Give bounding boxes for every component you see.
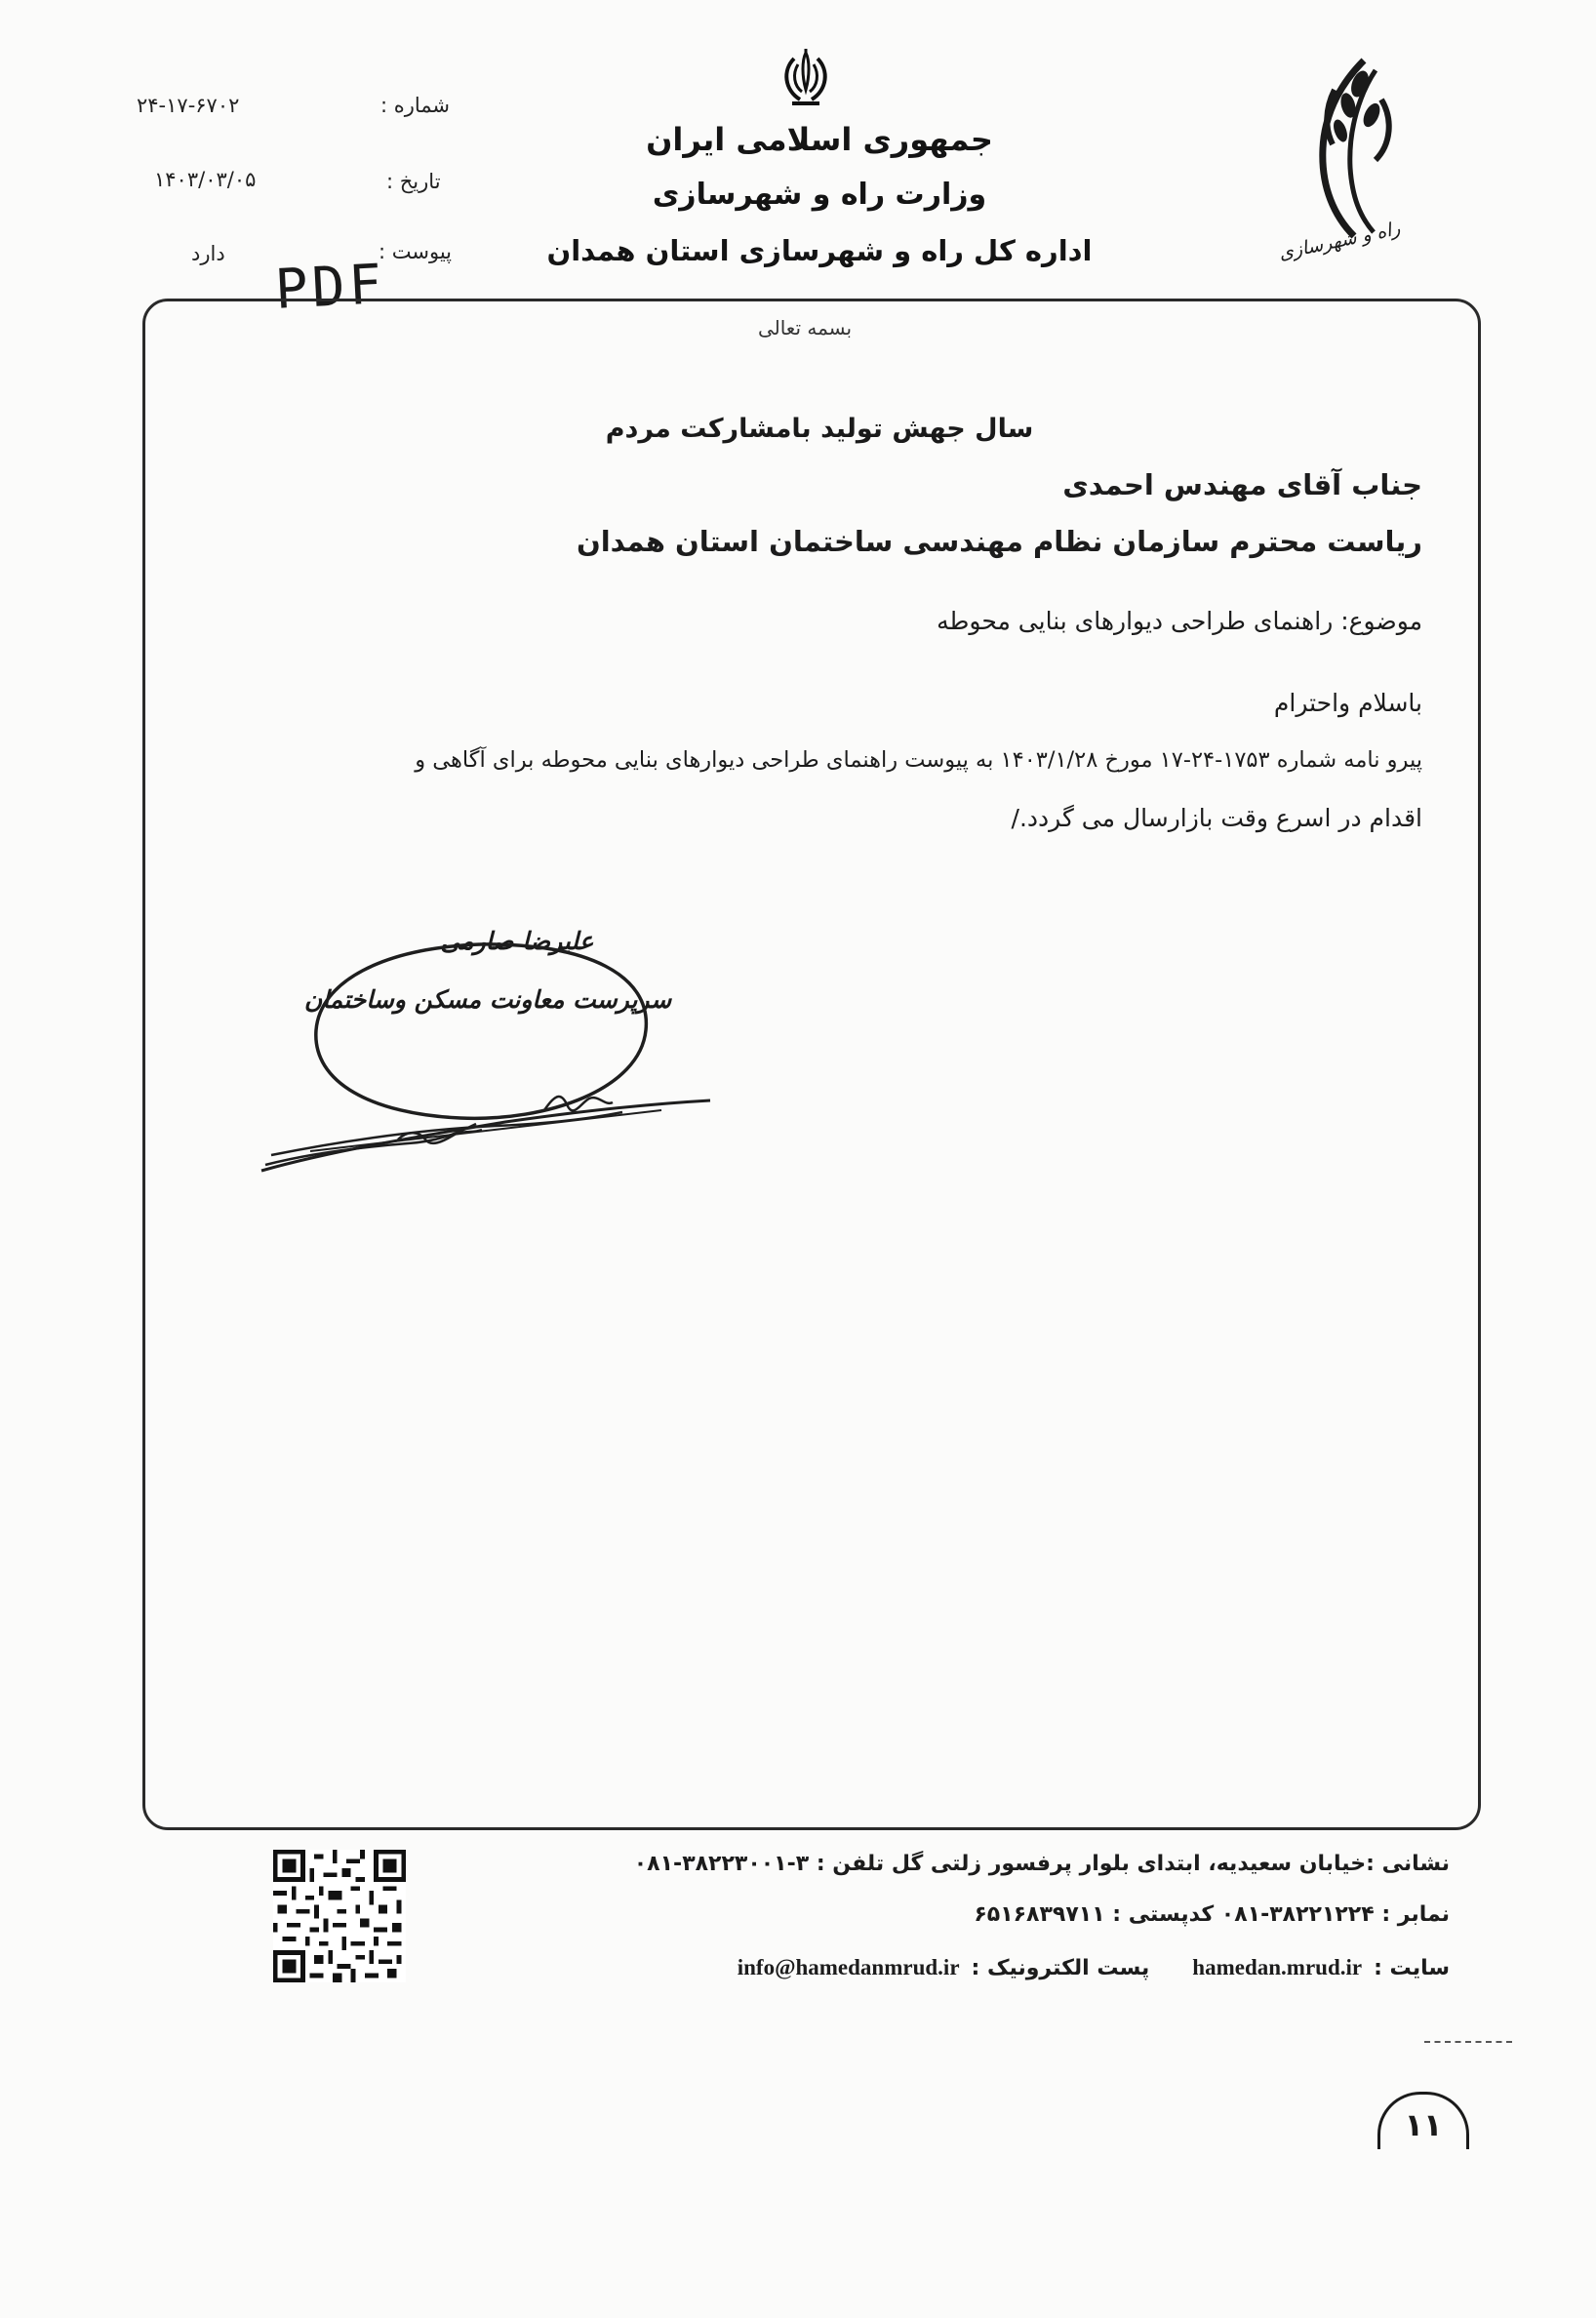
footer-contacts [738, 1955, 1450, 1980]
site-link[interactable]: hamedan.mrud.ir [1192, 1955, 1363, 1979]
country-name: جمهوری اسلامی ایران [646, 121, 993, 158]
site-label: سایت : [1374, 1956, 1450, 1980]
recipient-name: جناب آقای مهندس احمدی [1062, 468, 1422, 501]
signer-title: سرپرست معاونت مسکن وساختمان [303, 985, 672, 1014]
handwritten-signature [252, 1083, 720, 1180]
invocation: بسمه تعالی [757, 316, 853, 340]
department-name: اداره کل راه و شهرسازی استان همدان [546, 234, 1093, 267]
logo-caption: راه و شهرسازی [1276, 218, 1403, 264]
attachment-label: پیوست : [379, 240, 452, 263]
body-line-2: اقدام در اسرع وقت بازارسال می گردد./ [1011, 804, 1422, 832]
page-number: ۱۱ [1404, 2106, 1443, 2143]
footer-address: نشانی :خیابان سعیدیه، ابتدای بلوار پرفسور زلتی گل تلفن : ۳-۳۸۲۲۳۰۰۱-۰۸۱ [633, 1852, 1450, 1876]
signer-name: علیرضا صارمی [440, 927, 594, 955]
greeting: باسلام واحترام [1273, 689, 1422, 717]
email-label: پست الکترونیک : [971, 1956, 1150, 1980]
footer-fax: نمابر : ۳۸۲۲۱۲۲۴-۰۸۱ کدپستی : ۶۵۱۶۸۳۹۷۱۱ [974, 1902, 1450, 1927]
letter-number: ۲۴-۱۷-۶۷۰۲ [137, 94, 240, 117]
wheat-road-logo-icon [1266, 51, 1413, 246]
qr-code [273, 1850, 406, 1982]
letter-subject: موضوع: راهنمای طراحی دیوارهای بنایی محوطه [937, 607, 1422, 635]
ministry-logo [1266, 51, 1413, 285]
letter-date: ۱۴۰۳/۰۳/۰۵ [154, 168, 257, 191]
number-label: شماره : [380, 94, 451, 117]
body-line-1: پیرو نامه شماره ۱۷۵۳-۲۴-۱۷ مورخ ۱۴۰۳/۱/۲۸ به پیوست راهنمای طراحی دیوارهای بنایی محوطه برای آگاهی و [415, 747, 1422, 773]
attachment-value: دارد [191, 242, 225, 265]
date-label: تاریخ : [386, 170, 441, 193]
year-slogan: سال جهش تولید بامشارکت مردم [605, 414, 1034, 444]
recipient-title: ریاست محترم سازمان نظام مهندسی ساختمان استان همدان [576, 525, 1422, 558]
footer-dash [1424, 2041, 1512, 2043]
ministry-name: وزارت راه و شهرسازی [652, 178, 987, 212]
iran-emblem-icon [775, 47, 837, 111]
handwritten-pdf-note: PDF [273, 253, 387, 322]
page-number-badge [1377, 2092, 1469, 2149]
email-link[interactable]: info@hamedanmrud.ir [737, 1955, 960, 1979]
